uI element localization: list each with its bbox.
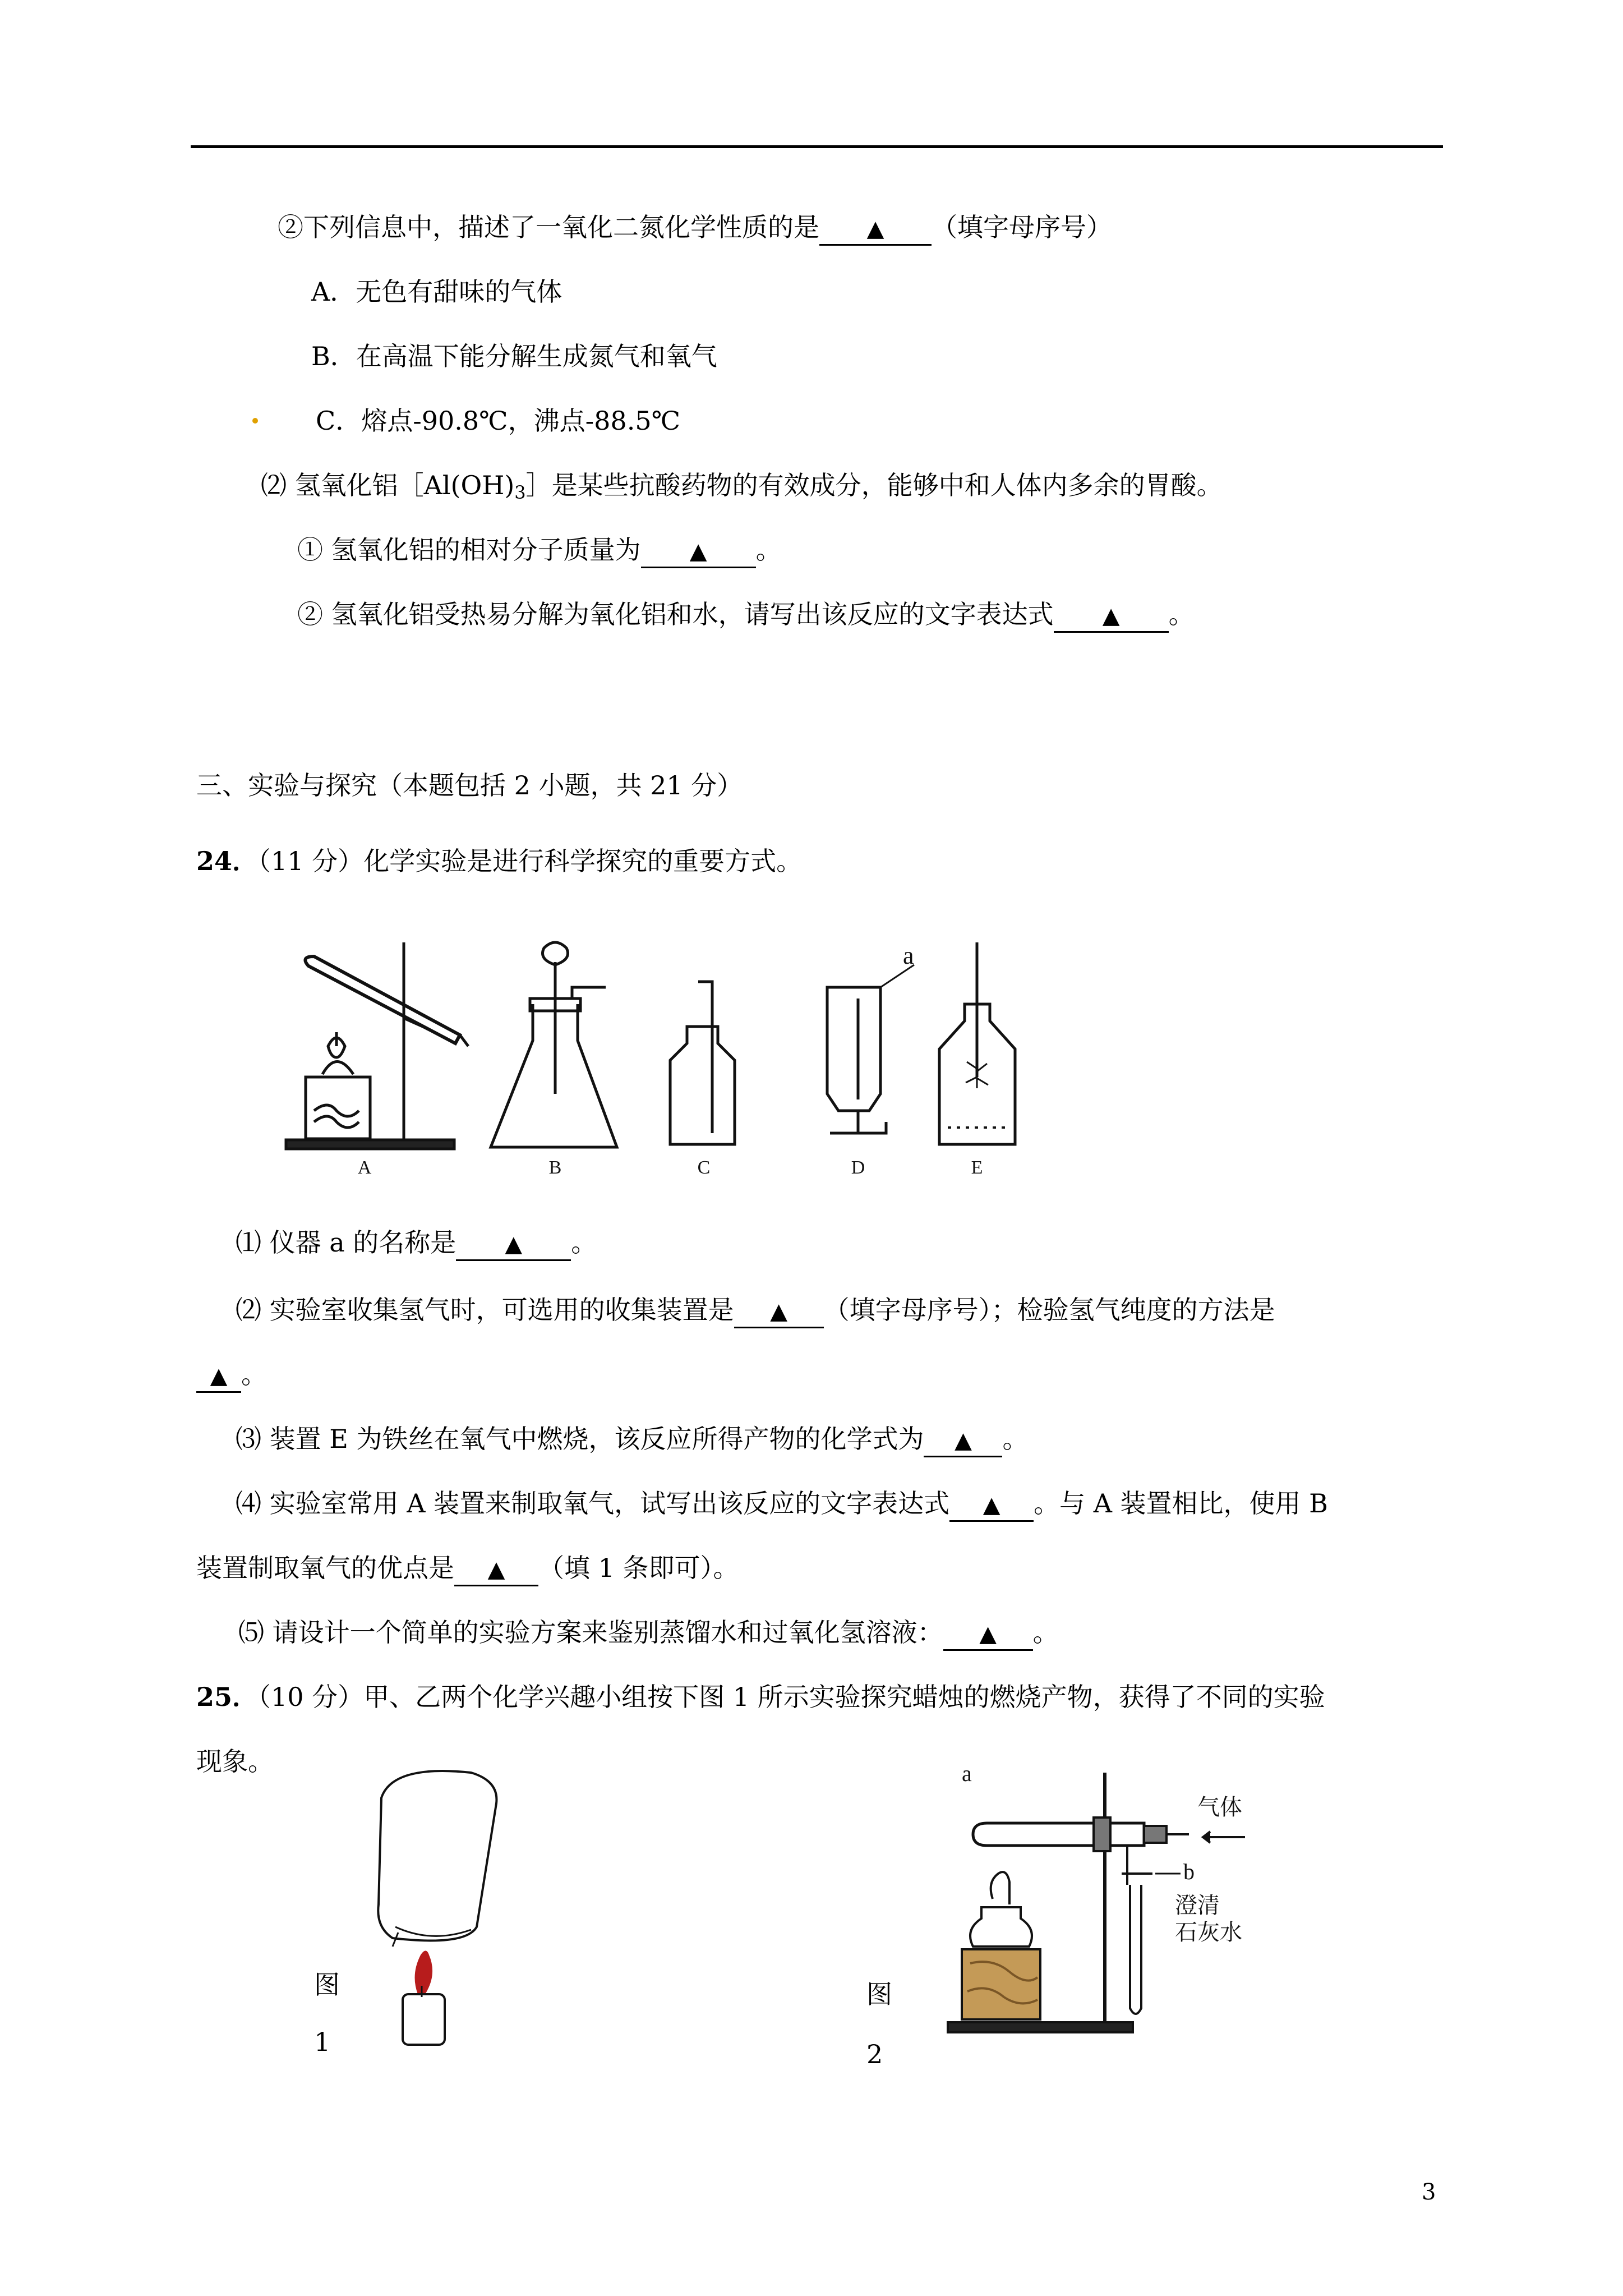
answer-mark: ▲: [955, 1428, 972, 1453]
question-tail: （填 1 条即可）。: [538, 1553, 739, 1583]
flame: [415, 1951, 433, 1995]
question-tail: 。: [1002, 1424, 1029, 1454]
question-number: 24．: [196, 846, 259, 876]
question-hint: （填字母序号）: [932, 212, 1112, 242]
figure-1-caption: 图: [314, 1970, 340, 2000]
label-apparatus-a: A: [357, 1157, 372, 1178]
figure-1-number: 1: [314, 2027, 331, 2057]
label-apparatus-e: E: [971, 1157, 983, 1178]
question-text: ⑵ 实验室收集氢气时，可选用的收集装置是: [236, 1295, 734, 1325]
page-number: 3: [1422, 2179, 1436, 2205]
answer-mark: ▲: [983, 1492, 1000, 1518]
lamp-wick: [991, 1872, 1009, 1904]
figure-2-number: 2: [866, 2039, 883, 2069]
apparatus-figure: [275, 931, 1049, 1178]
answer-blank[interactable]: [819, 212, 932, 246]
wooden-block: [962, 1949, 1040, 2019]
label-apparatus-c: C: [697, 1157, 711, 1178]
answer-blank[interactable]: [456, 1227, 571, 1261]
question-24-2-continued: [196, 1358, 267, 1393]
question-text: （11 分）化学实验是进行科学探究的重要方式。: [258, 846, 803, 876]
answer-blank[interactable]: [949, 1488, 1034, 1522]
test-tube-a: [973, 1823, 1144, 1846]
figure-2-caption: 图: [866, 1979, 892, 2009]
answer-mark: ▲: [505, 1231, 523, 1257]
answer-blank[interactable]: [454, 1553, 538, 1586]
question-25: [196, 1680, 1325, 1714]
answer-blank[interactable]: [1054, 599, 1169, 633]
fig2-limewater-label-2: 石灰水: [1175, 1920, 1242, 1945]
figure-1-candle: [359, 1759, 522, 2050]
question-text: ② 氢氧化铝受热易分解为氧化铝和水，请写出该反应的文字表达式: [297, 599, 1054, 629]
question-tail: 。: [755, 535, 782, 565]
question-text-tail: ］是某些抗酸药物的有效成分，能够中和人体内多余的胃酸。: [525, 470, 1223, 500]
answer-mark: ▲: [487, 1557, 505, 1582]
answer-blank[interactable]: [196, 1359, 241, 1393]
answer-blank[interactable]: [924, 1424, 1002, 1457]
question-text: ① 氢氧化铝的相对分子质量为: [297, 535, 641, 565]
question-text: ⑵ 氢氧化铝［Al(OH): [261, 470, 515, 500]
apparatus-a: [286, 942, 468, 1149]
fig2-limewater-label-1: 澄清: [1175, 1893, 1220, 1918]
label-apparatus-d: D: [851, 1157, 865, 1178]
answer-blank[interactable]: [641, 535, 756, 568]
option-a: A．无色有甜味的气体: [311, 277, 562, 307]
answer-mark: ▲: [979, 1621, 997, 1647]
question-24-4: [236, 1487, 1328, 1522]
question-23-2: [261, 468, 1223, 509]
answer-mark: ▲: [1102, 603, 1120, 629]
question-tail: 。: [241, 1359, 267, 1389]
fig2-gas-label: 气体: [1197, 1795, 1242, 1820]
question-text: （10 分）甲、乙两个化学兴趣小组按下图 1 所示实验探究蜡烛的燃烧产物，获得了不同的实验: [258, 1682, 1325, 1712]
question-text: 装置制取氧气的优点是: [196, 1553, 454, 1583]
question-text: ⑶ 装置 E 为铁丝在氧气中燃烧，该反应所得产物的化学式为: [236, 1424, 924, 1454]
question-number: 25．: [196, 1682, 259, 1712]
question-24: [196, 844, 802, 878]
question-text-tail: 。与 A 装置相比，使用 B: [1034, 1488, 1328, 1519]
answer-blank[interactable]: [943, 1617, 1033, 1651]
question-24-5: [238, 1616, 1059, 1651]
question-text: ⑴ 仪器 a 的名称是: [236, 1227, 457, 1258]
figure-2-apparatus: [942, 1761, 1279, 2047]
answer-mark: ▲: [210, 1363, 228, 1389]
question-text: ⑷ 实验室常用 A 装置来制取氧气，试写出该反应的文字表达式: [236, 1488, 950, 1519]
question-24-3: [236, 1422, 1028, 1457]
option-c: C．熔点-90.8℃，沸点-88.5℃: [316, 406, 681, 436]
label-apparatus-b: B: [548, 1157, 562, 1178]
subscript: 3: [514, 482, 526, 503]
beaker: [378, 1771, 496, 1941]
candle: [403, 1994, 445, 2045]
alcohol-lamp: [970, 1907, 1032, 1947]
header-rule: [191, 145, 1443, 148]
question-23-2-1: [297, 533, 782, 568]
fig2-label-a: a: [962, 1761, 972, 1786]
apparatus-b: [491, 942, 617, 1147]
question-text: ②下列信息中，描述了一氧化二氮化学性质的是: [278, 212, 819, 242]
apparatus-e: [939, 942, 1015, 1144]
question-25-continued: 现象。: [196, 1746, 274, 1777]
answer-mark: ▲: [866, 216, 884, 242]
answer-mark: ▲: [770, 1299, 787, 1324]
question-tail: 。: [1032, 1617, 1059, 1648]
option-b: B．在高温下能分解生成氮气和氧气: [311, 341, 717, 371]
apparatus-d: [827, 965, 914, 1133]
question-23-2-2: [297, 597, 1195, 633]
stray-dot: [252, 418, 258, 424]
question-24-4-continued: [196, 1551, 739, 1586]
question-tail: 。: [571, 1227, 597, 1258]
question-text-tail: （填字母序号）；检验氢气纯度的方法是: [823, 1295, 1275, 1325]
apparatus-c: [670, 982, 735, 1144]
fig2-label-b: b: [1183, 1859, 1195, 1884]
question-tail: 。: [1168, 599, 1195, 629]
question-24-2: [236, 1293, 1275, 1328]
answer-mark: ▲: [689, 539, 707, 564]
limewater-tube: [1130, 1885, 1141, 2014]
section-heading: 三、实验与探究（本题包括 2 小题，共 21 分）: [196, 770, 743, 800]
label-a: a: [903, 942, 914, 969]
question-23-1-2: [278, 210, 1112, 246]
question-24-1: [236, 1226, 597, 1261]
question-text: ⑸ 请设计一个简单的实验方案来鉴别蒸馏水和过氧化氢溶液：: [238, 1617, 943, 1648]
answer-blank[interactable]: [734, 1295, 824, 1328]
